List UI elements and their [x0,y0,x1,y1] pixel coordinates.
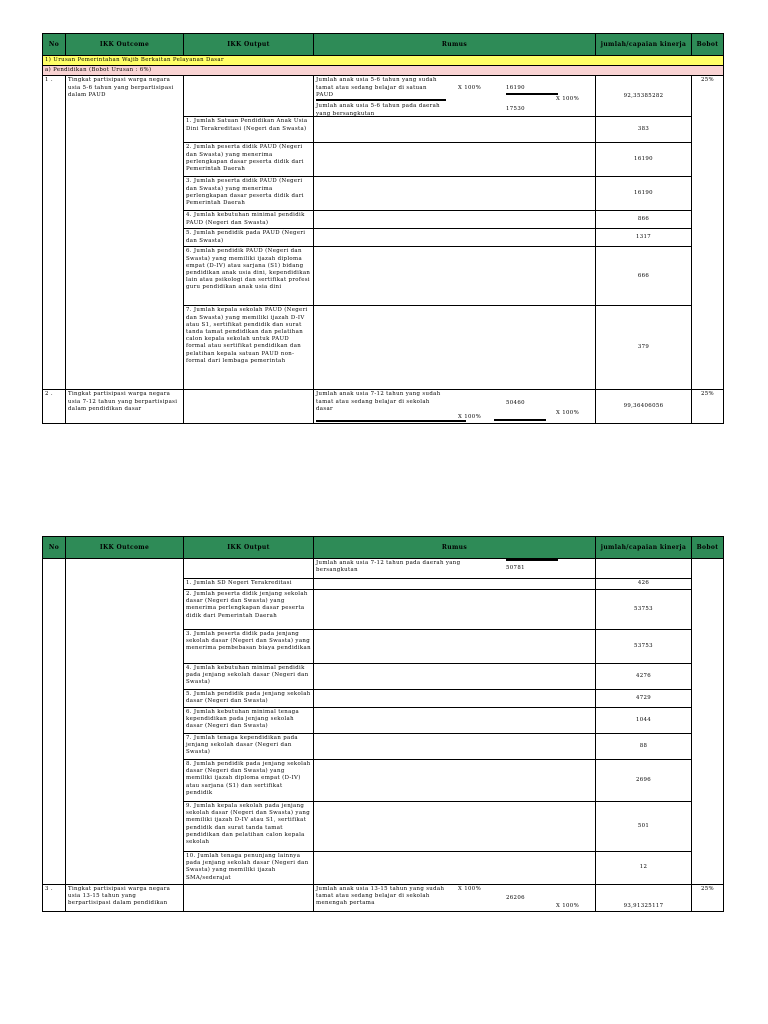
output-value: 866 [596,211,692,229]
output-value: 1317 [596,229,692,247]
output-value: 12 [596,852,692,885]
ikk-outcome-cell: Tingkat partisipasi warga negara usia 13-15 tahun yang berpartisipasi dalam pendidikan [66,885,184,912]
row-number: 3 . [43,885,66,912]
header-ikk-output: IKK Output [184,34,314,56]
ikk-output-cell: 7. Jumlah kepala sekolah PAUD (Negeri dan Swasta) yang memiliki ijazah D-IV atau S1, sertifikat pendidik dan surat tanda tamat pendidikan dan pelatihan calon kepala sekolah untuk PAUD formal atau sertifikat pendidikan dan pelatihan kepala satuan PAUD non-formal dari lembaga pemerintah [184,306,314,390]
header-no: No [43,34,66,56]
rumus-cell [314,76,596,117]
header-rumus: Rumus [314,34,596,56]
ikk-output-cell: 6. Jumlah pendidik PAUD (Negeri dan Swasta) yang memiliki ijazah diploma empat (D-IV) atau sarjana (S1) bidang pendidikan anak usia dini, kependidikan lain atau psikologi dan sertifikat profesi guru pendidikan anak usia dini [184,247,314,306]
rumus-numerator: Jumlah anak usia 13-15 tahun yang sudah tamat atau sedang belajar di sekolah menengah pertama [316,886,445,907]
table-row [43,885,724,912]
row-number: 1 . [43,76,66,390]
header-no: No [43,537,66,559]
value-multiplier: X 100% [556,410,580,417]
output-value: 16190 [596,143,692,177]
table-row [43,390,724,424]
rumus-multiplier: X 100% [458,414,482,421]
jumlah-capaian: 99,36406056 [596,390,692,424]
output-value: 1044 [596,708,692,734]
rumus-denominator: Jumlah anak usia 5-6 tahun pada daerah yang bersangkutan [316,103,440,117]
ikk-output-cell: 3. Jumlah peserta didik PAUD (Negeri dan Swasta) yang menerima perlengkapan dasar peserta didik dari Pemerintah Daerah [184,177,314,211]
header-ikk-outcome: IKK Outcome [66,537,184,559]
ikk-output-cell: 5. Jumlah pendidik pada PAUD (Negeri dan Swasta) [184,229,314,247]
rumus-cell [314,885,596,912]
output-value: 426 [596,579,692,590]
ikk-output-cell: 1. Jumlah SD Negeri Terakreditasi [184,579,314,590]
output-value: 383 [596,117,692,143]
ikk-outcome-cell: Tingkat partisipasi warga negara usia 7-12 tahun yang berpartisipasi dalam pendidikan dasar [66,390,184,424]
ikk-output-cell: 3. Jumlah peserta didik pada jenjang sekolah dasar (Negeri dan Swasta) yang menerima pembebasan biaya pendidikan [184,630,314,664]
output-value: 4729 [596,690,692,708]
value-multiplier: X 100% [556,96,580,103]
ikk-output-cell: 1. Jumlah Satuan Pendidikan Anak Usia Dini Terakreditasi (Negeri dan Swasta) [184,117,314,143]
table-page-2 [42,536,723,912]
value-denominator: 50781 [506,565,525,571]
ikk-output-cell: 10. Jumlah tenaga penunjang lainnya pada jenjang sekolah dasar (Negeri dan Swasta) yang memiliki ijazah SMA/sederajat [184,852,314,885]
ikk-output-cell: 9. Jumlah kepala sekolah pada jenjang sekolah dasar (Negeri dan Swasta) yang memiliki ijazah D-IV atau S1, sertifikat pendidik dan surat tanda tamat pendidikan dan pelatihan calon kepala sekolah [184,802,314,852]
rumus-denominator: Jumlah anak usia 7-12 tahun pada daerah yang bersangkutan [316,560,461,574]
ikk-output-cell: 2. Jumlah peserta didik PAUD (Negeri dan Swasta) yang menerima perlengkapan dasar peserta didik dari Pemerintah Daerah [184,143,314,177]
bobot-cell: 25% [692,885,724,912]
table-row [43,76,724,117]
bobot-cell: 25% [692,76,724,390]
rumus-cell [314,390,596,424]
section-title: 1) Urusan Pemerintahan Wajib Berkaitan Pelayanan Dasar [43,56,724,66]
rumus-cell [314,559,596,579]
value-numerator: 16190 [506,85,558,94]
value-numerator: 26206 [506,895,525,901]
header-ikk-output: IKK Output [184,537,314,559]
table-header-row [43,537,724,559]
output-value: 501 [596,802,692,852]
output-value: 2696 [596,760,692,802]
section-row [43,56,724,66]
ikk-output-cell: 8. Jumlah pendidik pada jenjang sekolah dasar (Negeri dan Swasta) yang memiliki ijazah diploma empat (D-IV) atau sarjana (S1) dan sertifikat pendidik [184,760,314,802]
output-value: 53753 [596,590,692,630]
rumus-multiplier: X 100% [458,85,482,92]
jumlah-capaian: 93,91325117 [596,885,692,912]
ikk-output-cell: 4. Jumlah kebutuhan minimal pendidik pada jenjang sekolah dasar (Negeri dan Swasta) [184,664,314,690]
subsection-title: a) Pendidikan (Bobot Urusan : 6%) [43,66,724,76]
header-rumus: Rumus [314,537,596,559]
output-value: 666 [596,247,692,306]
header-bobot: Bobot [692,537,724,559]
bobot-cell: 25% [692,390,724,424]
ikk-output-cell: 4. Jumlah kebutuhan minimal pendidik PAUD (Negeri dan Swasta) [184,211,314,229]
header-jumlah: jumlah/capaian kinerja [596,34,692,56]
output-value: 53753 [596,630,692,664]
ikk-output-cell: 6. Jumlah kebutuhan minimal tenaga kependidikan pada jenjang sekolah dasar (Negeri dan Swasta) [184,708,314,734]
value-multiplier: X 100% [556,903,580,909]
output-value: 88 [596,734,692,760]
jumlah-capaian: 92,35385282 [596,76,692,117]
rumus-numerator: Jumlah anak usia 7-12 tahun yang sudah tamat atau sedang belajar di sekolah dasar [316,391,441,412]
rumus-multiplier: X 100% [458,886,482,892]
table-header-row [43,34,724,56]
ikk-output-cell: 5. Jumlah pendidik pada jenjang sekolah dasar (Negeri dan Swasta) [184,690,314,708]
header-ikk-outcome: IKK Outcome [66,34,184,56]
table-row [43,559,724,579]
header-bobot: Bobot [692,34,724,56]
ikk-output-cell: 7. Jumlah tenaga kependidikan pada jenjang sekolah dasar (Negeri dan Swasta) [184,734,314,760]
value-numerator: 50460 [506,400,525,407]
subsection-row [43,66,724,76]
ikk-output-cell: 2. Jumlah peserta didik jenjang sekolah dasar (Negeri dan Swasta) yang menerima perlengkapan dasar peserta didik dari Pemerintah Daerah [184,590,314,630]
header-jumlah: jumlah/capaian kinerja [596,537,692,559]
rumus-numerator: Jumlah anak usia 5-6 tahun yang sudah tamat atau sedang belajar di satuan PAUD [316,77,446,101]
table-page-1 [42,33,723,424]
output-value: 16190 [596,177,692,211]
output-value: 379 [596,306,692,390]
value-denominator: 17530 [506,106,525,113]
ikk-outcome-cell: Tingkat partisipasi warga negara usia 5-6 tahun yang berpartisipasi dalam PAUD [66,76,184,390]
row-number: 2 . [43,390,66,424]
output-value: 4276 [596,664,692,690]
